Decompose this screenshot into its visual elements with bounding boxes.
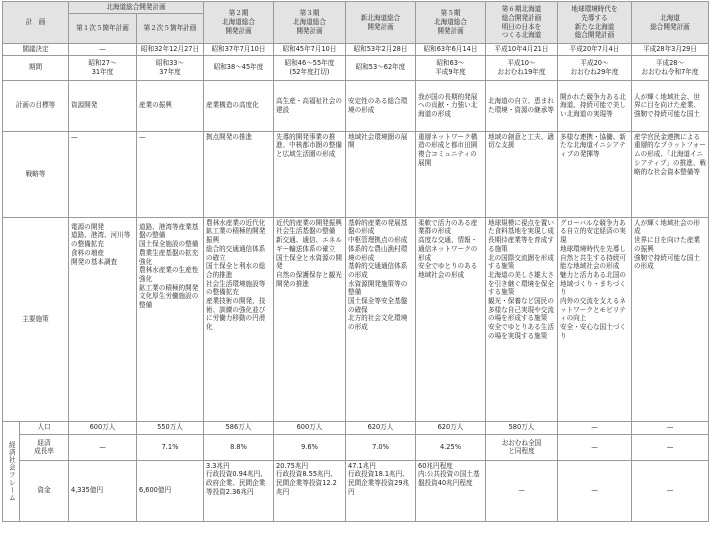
funds-cell: 20.75兆円 行政投資8.55兆円、 民間企業等投資12.2兆円 — [274, 460, 346, 521]
measures-cell: 柔軟で活力のある産業群の形成 高度な交通、情報・通信ネットワークの形成 安全でゆとりのある地域社会の形成 — [416, 217, 486, 421]
growth-cell: — — [558, 434, 632, 460]
decision-cell: 平成10年4月21日 — [486, 44, 558, 56]
decision-cell: — — [69, 44, 137, 56]
population-cell: 586万人 — [204, 421, 274, 434]
goal-cell: 産業構造の高度化 — [204, 80, 274, 131]
funds-cell: 4,335億円 — [69, 460, 137, 521]
period-cell: 昭和46〜55年度 (52年度打切) — [274, 55, 346, 80]
corner-header: 計 画 — [3, 2, 69, 44]
growth-cell: 7.0% — [346, 434, 416, 460]
measures-cell: 道路、港湾等産業基盤の整備 国土保全施設の整備 農業生産基盤の拡充強化 農林水産業の生産性強化 鉱工業の積極的開発 文化厚生労働施設の整備 — [137, 217, 204, 421]
period-cell: 平成10〜 おおむね19年度 — [486, 55, 558, 80]
funds-cell: 47.1兆円 行政投資18.1兆円、 民間企業等投資29兆円 — [346, 460, 416, 521]
funds-cell: — — [632, 460, 709, 521]
strategy-cell: — — [137, 131, 204, 217]
measures-cell: 近代的産業の開発振興 社会生活基盤の整備 新交通、通信、エネルギー輸送体系の確立 国土保全と水資源の開発 自然の保護保存と観光開発の推進 — [274, 217, 346, 421]
growth-cell: 4.25% — [416, 434, 486, 460]
strategy-label: 戦略等 — [3, 131, 69, 217]
measures-cell: 電源の開発 道路、港湾、河川等の整備拡充 食料の増産 開発の基本調査 — [69, 217, 137, 421]
measures-cell: 農林水産業の近代化 鉱工業の積極的開発振興 総合的交通通信体系の確立 国土保全と利水の総合的推進 社会生活環境施設等の整備拡充 産業技術の開発、技術、訓練の強化並びに労働力移動の円滑化 — [204, 217, 274, 421]
growth-cell: 8.8% — [204, 434, 274, 460]
strategy-cell: 先導的開発事業の推進、中核都市圏の整備と広域生活圏の形成 — [274, 131, 346, 217]
measures-cell: 地球規模に視点を置いた食料基地を実現し成長期待産業等を育成する施策 北の国際交流圏を形成する施策 北海道の美しさ雄大さを引き継ぐ環境を保全する施策 観光・保養など国民の多様な自己実現や交流の場を形成する施策 安全でゆとりある生活の場を実現する施策 — [486, 217, 558, 421]
goal-cell: 人が輝く地域社会、世界に目を向けた産業、強靭で持続可能な国土 — [632, 80, 709, 131]
strategy-cell: 産学官民金連携による重層的なプラットフォームの形成、「北海道イニシアティブ」の推進、戦略的な社会資本整備等 — [632, 131, 709, 217]
goal-cell: 産業の振興 — [137, 80, 204, 131]
development-plan-table — [2, 1, 709, 522]
goal-cell: 安定性のある総合環境の形成 — [346, 80, 416, 131]
population-cell: 580万人 — [486, 421, 558, 434]
decision-cell: 平成20年7月4日 — [558, 44, 632, 56]
goal-label: 計画の目標等 — [3, 80, 69, 131]
goal-cell: 我が国の長期的発展への貢献・力強い北海道の形成 — [416, 80, 486, 131]
strategy-cell: 地域の創意と工夫、適切な支援 — [486, 131, 558, 217]
growth-cell: 9.6% — [274, 434, 346, 460]
period-cell: 昭和63〜 平成9年度 — [416, 55, 486, 80]
plan-header-4: 第３期 北海道総合 開発計画 — [274, 2, 346, 44]
population-cell: — — [558, 421, 632, 434]
strategy-cell: 多様な連携・協働、新たな北海道イニシアティブの発揮等 — [558, 131, 632, 217]
period-cell: 昭和38〜45年度 — [204, 55, 274, 80]
period-cell: 昭和27〜 31年度 — [69, 55, 137, 80]
growth-cell: — — [69, 434, 137, 460]
growth-row — [3, 434, 709, 460]
decision-cell: 昭和45年7月10日 — [274, 44, 346, 56]
population-cell: 620万人 — [416, 421, 486, 434]
strategy-row — [3, 131, 709, 217]
plan-header-2: 第２次５箇年計画 — [137, 14, 204, 44]
plan-header-9: 北海道 総合開発計画 — [632, 2, 709, 44]
funds-cell: 3.3兆円 行政投資0.94兆円、 政府企業、民間企業等投資2.36兆円 — [204, 460, 274, 521]
plan-header-5: 新北海道総合 開発計画 — [346, 2, 416, 44]
plan-header-1: 第１次５箇年計画 — [69, 14, 137, 44]
goal-cell: 北海道の自立、恵まれた環境・資源の継承等 — [486, 80, 558, 131]
decision-row — [3, 44, 709, 56]
funds-cell: 60兆円程度 内:公共投資の国土基盤投資40兆円程度 — [416, 460, 486, 521]
decision-cell: 昭和32年12月27日 — [137, 44, 204, 56]
measures-cell: 人が輝く地域社会の形成 世界に目を向けた産業の振興 強靭で持続可能な国土の形成 — [632, 217, 709, 421]
population-label: 人口 — [20, 421, 69, 434]
funds-cell: — — [558, 460, 632, 521]
goal-cell: 資源開発 — [69, 80, 137, 131]
measures-cell: 基幹的産業の発展基盤の形成 中枢管理拠点の形成 体系的な農山漁村環境の形成 基幹的交通通信体系の形成 水資源開発施策等の整備 国土保全等安全基盤の確保 北方的社会文化環境の形成 — [346, 217, 416, 421]
group-header: 北海道総合開発計画 — [69, 2, 204, 14]
period-cell: 平成20〜 おおむね29年度 — [558, 55, 632, 80]
population-cell: — — [632, 421, 709, 434]
plan-header-8: 地球環境時代を 先導する 新たな北海道 総合開発計画 — [558, 2, 632, 44]
period-row — [3, 55, 709, 80]
growth-label: 経済 成長率 — [20, 434, 69, 460]
growth-cell: 7.1% — [137, 434, 204, 460]
growth-cell: おおむね全国 と同程度 — [486, 434, 558, 460]
period-cell: 昭和33〜 37年度 — [137, 55, 204, 80]
period-cell: 昭和53〜62年度 — [346, 55, 416, 80]
measures-row — [3, 217, 709, 421]
population-cell: 600万人 — [274, 421, 346, 434]
funds-cell: — — [486, 460, 558, 521]
decision-cell: 昭和63年6月14日 — [416, 44, 486, 56]
frame-label: 経済社会フレーム — [3, 421, 20, 521]
decision-cell: 昭和37年7月10日 — [204, 44, 274, 56]
plan-header-7: 第６期北海道 総合開発計画 明日の日本を つくる北海道 — [486, 2, 558, 44]
header-row-group — [3, 2, 709, 14]
decision-label: 閣議決定 — [3, 44, 69, 56]
goal-cell: 開かれた競争力ある北海道、持続可能で美しい北海道の実現等 — [558, 80, 632, 131]
strategy-cell: 重層ネットワーク構造の形成と都市田園複合コミュニティの展開 — [416, 131, 486, 217]
population-row — [3, 421, 709, 434]
decision-cell: 平成28年3月29日 — [632, 44, 709, 56]
goal-row — [3, 80, 709, 131]
population-cell: 550万人 — [137, 421, 204, 434]
measures-label: 主要施策 — [3, 217, 69, 421]
plan-header-3: 第２期 北海道総合 開発計画 — [204, 2, 274, 44]
strategy-cell: — — [69, 131, 137, 217]
goal-cell: 高生産・高福祉社会の建設 — [274, 80, 346, 131]
growth-cell: — — [632, 434, 709, 460]
period-label: 期間 — [3, 55, 69, 80]
period-cell: 平成28〜 おおむね令和7年度 — [632, 55, 709, 80]
funds-cell: 6,600億円 — [137, 460, 204, 521]
plan-header-6: 第５期 北海道総合 開発計画 — [416, 2, 486, 44]
decision-cell: 昭和53年2月28日 — [346, 44, 416, 56]
funds-row — [3, 460, 709, 521]
strategy-cell: 地域社会環境圏の展開 — [346, 131, 416, 217]
strategy-cell: 拠点開発の推進 — [204, 131, 274, 217]
population-cell: 620万人 — [346, 421, 416, 434]
population-cell: 600万人 — [69, 421, 137, 434]
funds-label: 資金 — [20, 460, 69, 521]
measures-cell: グローバルな競争力ある自立的安定経済の実現 地球環境時代を先導し自然と共生する持続可能な地域社会の形成 魅力と活力ある北国の地域づくり・まちづくり 内外の交流を支えるネットワークとモビリティの向上 安全・安心な国土づくり — [558, 217, 632, 421]
